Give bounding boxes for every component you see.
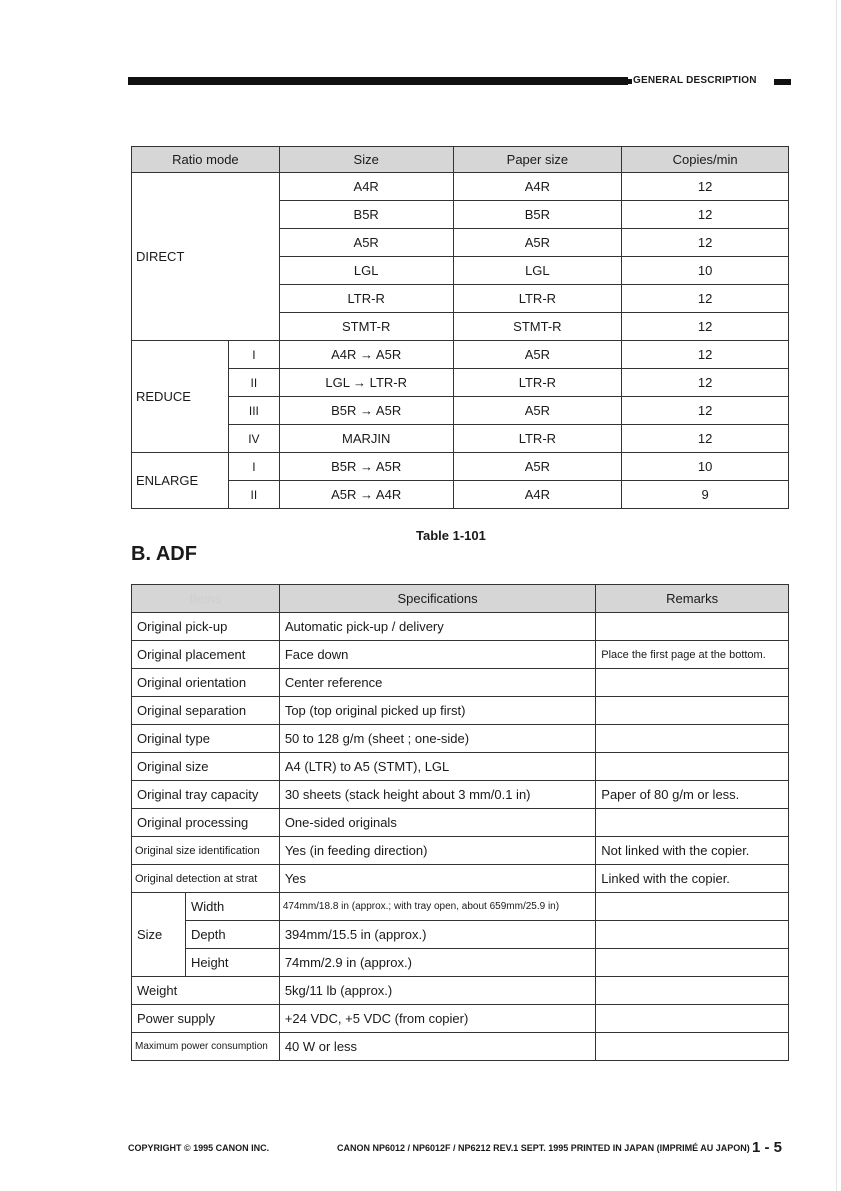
copies-cell: 12 — [622, 173, 789, 201]
spec-cell: 50 to 128 g/m (sheet ; one-side) — [279, 725, 595, 753]
table-row — [132, 753, 789, 781]
remark-cell — [596, 1033, 789, 1061]
copies-cell: 10 — [622, 257, 789, 285]
table-header-row — [132, 147, 789, 173]
copies-cell: 12 — [622, 341, 789, 369]
item-cell: Original size identification — [132, 837, 280, 865]
page-number: 1 - 5 — [752, 1139, 783, 1156]
table-row — [132, 949, 789, 977]
table-row — [132, 613, 789, 641]
mode-enlarge: ENLARGE — [132, 453, 229, 509]
remark-cell — [596, 893, 789, 921]
item-cell: Height — [185, 949, 279, 977]
mode-reduce: REDUCE — [132, 341, 229, 453]
paper-cell: A5R — [453, 229, 622, 257]
table-row — [132, 697, 789, 725]
header-items: Items — [132, 585, 280, 613]
copies-cell: 12 — [622, 229, 789, 257]
remark-cell — [596, 949, 789, 977]
copies-cell: 12 — [622, 285, 789, 313]
table-row — [132, 641, 789, 669]
remark-cell — [596, 921, 789, 949]
item-cell: Original orientation — [132, 669, 280, 697]
header-rule-tick — [628, 79, 632, 84]
header-size: Size — [279, 147, 453, 173]
table-row — [132, 669, 789, 697]
adf-spec-table — [131, 584, 789, 1061]
remark-cell — [596, 977, 789, 1005]
table-row — [132, 781, 789, 809]
table-row — [132, 837, 789, 865]
table-row — [132, 725, 789, 753]
level-cell: IV — [228, 425, 279, 453]
table-row — [132, 977, 789, 1005]
table-row — [132, 809, 789, 837]
spec-cell: 474mm/18.8 in (approx.; with tray open, about 659mm/25.9 in) — [279, 893, 595, 921]
level-cell: II — [228, 481, 279, 509]
header-remarks: Remarks — [596, 585, 789, 613]
item-cell: Original pick-up — [132, 613, 280, 641]
paper-cell: LTR-R — [453, 425, 622, 453]
spec-cell: +24 VDC, +5 VDC (from copier) — [279, 1005, 595, 1033]
remark-cell — [596, 613, 789, 641]
item-cell: Width — [185, 893, 279, 921]
table-row — [132, 921, 789, 949]
table-row — [132, 173, 789, 201]
table-row — [132, 425, 789, 453]
table-caption: Table 1-101 — [416, 528, 486, 543]
page-edge-rule — [836, 0, 837, 1191]
copies-cell: 12 — [622, 397, 789, 425]
paper-cell: A5R — [453, 397, 622, 425]
table-header-row — [132, 585, 789, 613]
table-row — [132, 397, 789, 425]
remark-cell: Place the first page at the bottom. — [596, 641, 789, 669]
spec-cell: Top (top original picked up first) — [279, 697, 595, 725]
item-cell: Weight — [132, 977, 280, 1005]
header-copies-min: Copies/min — [622, 147, 789, 173]
item-cell: Original processing — [132, 809, 280, 837]
copies-cell: 12 — [622, 369, 789, 397]
table-row — [132, 865, 789, 893]
size-cell: LTR-R — [279, 285, 453, 313]
remark-cell: Paper of 80 g/m or less. — [596, 781, 789, 809]
copies-cell: 9 — [622, 481, 789, 509]
item-cell: Original type — [132, 725, 280, 753]
header-specifications: Specifications — [279, 585, 595, 613]
size-cell: A4R → A5R — [279, 341, 453, 369]
paper-cell: A4R — [453, 173, 622, 201]
item-cell: Original size — [132, 753, 280, 781]
spec-cell: Automatic pick-up / delivery — [279, 613, 595, 641]
remark-cell: Linked with the copier. — [596, 865, 789, 893]
size-cell: B5R → A5R — [279, 453, 453, 481]
size-cell: LGL → LTR-R — [279, 369, 453, 397]
paper-cell: A5R — [453, 453, 622, 481]
paper-cell: A4R — [453, 481, 622, 509]
footer-copyright: COPYRIGHT © 1995 CANON INC. — [128, 1143, 270, 1153]
spec-cell: One-sided originals — [279, 809, 595, 837]
header-ratio-mode: Ratio mode — [132, 147, 280, 173]
size-cell: A5R → A4R — [279, 481, 453, 509]
paper-cell: LGL — [453, 257, 622, 285]
item-cell: Original tray capacity — [132, 781, 280, 809]
table-row — [132, 341, 789, 369]
size-cell: STMT-R — [279, 313, 453, 341]
remark-cell — [596, 725, 789, 753]
table-row — [132, 893, 789, 921]
paper-cell: LTR-R — [453, 369, 622, 397]
paper-cell: LTR-R — [453, 285, 622, 313]
footer-model-info: CANON NP6012 / NP6012F / NP6212 REV.1 SEPT. 1995 PRINTED IN JAPAN (IMPRIMÉ AU JAPON) — [337, 1143, 750, 1153]
spec-cell: 5kg/11 lb (approx.) — [279, 977, 595, 1005]
size-cell: B5R — [279, 201, 453, 229]
table-row — [132, 453, 789, 481]
item-cell: Depth — [185, 921, 279, 949]
spec-cell: Face down — [279, 641, 595, 669]
level-cell: III — [228, 397, 279, 425]
header-rule-end — [774, 79, 791, 85]
remark-cell — [596, 697, 789, 725]
item-cell: Original detection at strat — [132, 865, 280, 893]
item-cell: Power supply — [132, 1005, 280, 1033]
paper-cell: STMT-R — [453, 313, 622, 341]
paper-cell: A5R — [453, 341, 622, 369]
size-cell: MARJIN — [279, 425, 453, 453]
item-cell: Original separation — [132, 697, 280, 725]
spec-cell: A4 (LTR) to A5 (STMT), LGL — [279, 753, 595, 781]
spec-cell: 30 sheets (stack height about 3 mm/0.1 in) — [279, 781, 595, 809]
remark-cell: Not linked with the copier. — [596, 837, 789, 865]
copies-cell: 12 — [622, 425, 789, 453]
section-heading: B. ADF — [131, 543, 197, 565]
copies-cell: 12 — [622, 313, 789, 341]
header-rule — [128, 77, 628, 85]
remark-cell — [596, 753, 789, 781]
mode-direct: DIRECT — [132, 173, 280, 341]
paper-cell: B5R — [453, 201, 622, 229]
table-row — [132, 369, 789, 397]
ratio-mode-table — [131, 146, 789, 509]
table-row — [132, 1033, 789, 1061]
spec-cell: 74mm/2.9 in (approx.) — [279, 949, 595, 977]
level-cell: I — [228, 453, 279, 481]
size-cell: LGL — [279, 257, 453, 285]
remark-cell — [596, 1005, 789, 1033]
size-cell: A5R — [279, 229, 453, 257]
table-row — [132, 481, 789, 509]
spec-cell: Yes — [279, 865, 595, 893]
spec-cell: Yes (in feeding direction) — [279, 837, 595, 865]
copies-cell: 12 — [622, 201, 789, 229]
level-cell: I — [228, 341, 279, 369]
spec-cell: 40 W or less — [279, 1033, 595, 1061]
spec-cell: Center reference — [279, 669, 595, 697]
size-group-label: Size — [132, 893, 186, 977]
header-title: GENERAL DESCRIPTION — [633, 75, 757, 86]
header-paper-size: Paper size — [453, 147, 622, 173]
size-cell: A4R — [279, 173, 453, 201]
copies-cell: 10 — [622, 453, 789, 481]
level-cell: II — [228, 369, 279, 397]
remark-cell — [596, 809, 789, 837]
table-row — [132, 1005, 789, 1033]
item-cell: Maximum power consumption — [132, 1033, 280, 1061]
remark-cell — [596, 669, 789, 697]
item-cell: Original placement — [132, 641, 280, 669]
spec-cell: 394mm/15.5 in (approx.) — [279, 921, 595, 949]
size-cell: B5R → A5R — [279, 397, 453, 425]
